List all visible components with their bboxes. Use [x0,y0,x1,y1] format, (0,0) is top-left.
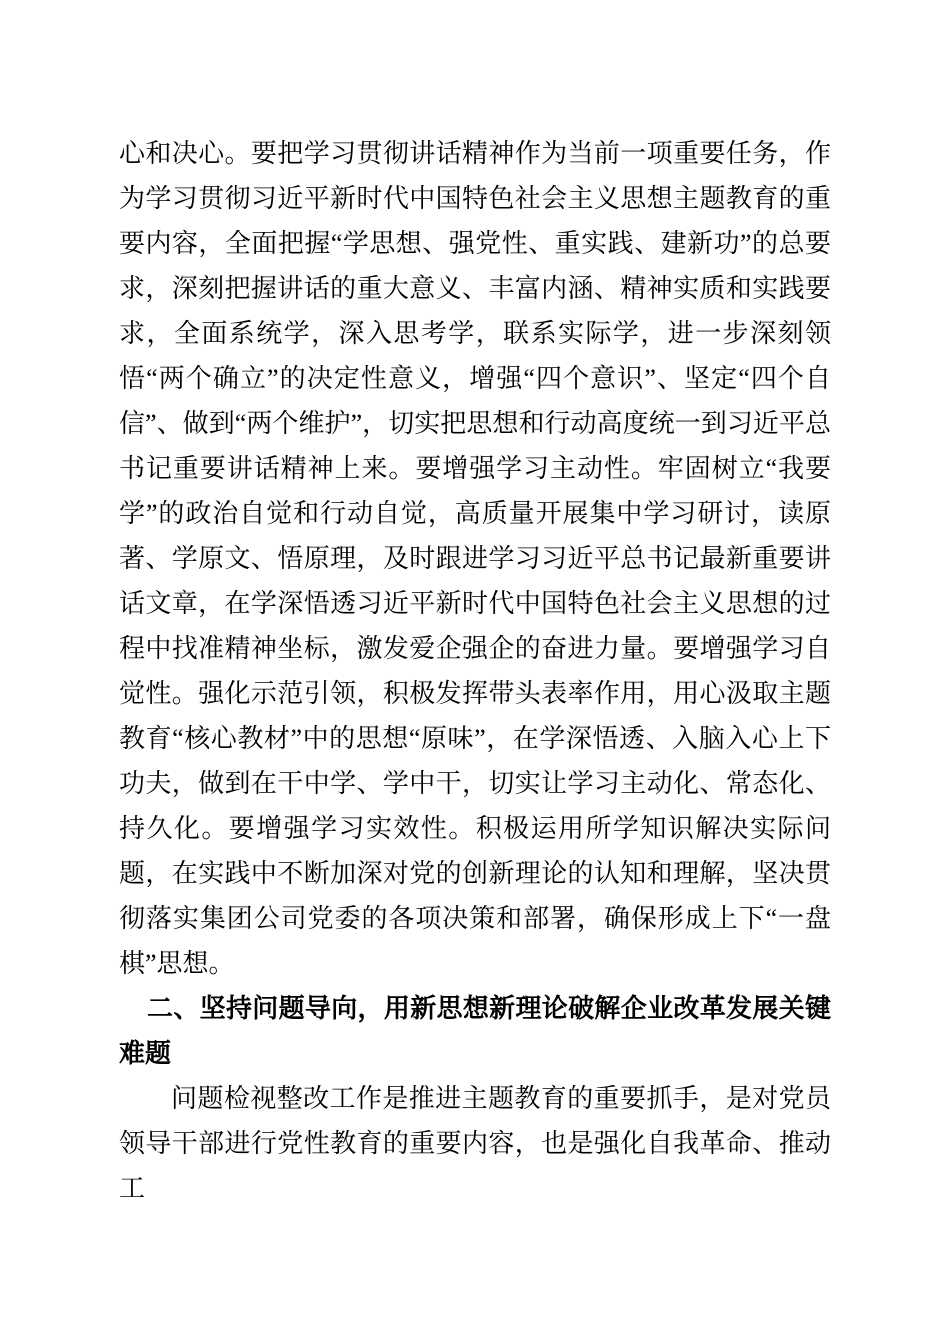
paragraph-continuation: 心和决心。要把学习贯彻讲话精神作为当前一项重要任务，作为学习贯彻习近平新时代中国特色社会主义思想主题教育的重要内容，全面把握“学思想、强党性、重实践、建新功”的总要求，深刻把握讲话的重大意义、丰富内涵、精神实质和实践要求，全面系统学，深入思考学，联系实际学，进一步深刻领悟“两个确立”的决定性意义，增强“四个意识”、坚定“四个自信”、做到“两个维护”，切实把思想和行动高度统一到习近平总书记重要讲话精神上来。要增强学习主动性。牢固树立“我要学”的政治自觉和行动自觉，高质量开展集中学习研讨，读原著、学原文、悟原理，及时跟进学习习近平总书记最新重要讲话文章，在学深悟透习近平新时代中国特色社会主义思想的过程中找准精神坐标，激发爱企强企的奋进力量。要增强学习自觉性。强化示范引领，积极发挥带头表率作用，用心汲取主题教育“核心教材”中的思想“原味”，在学深悟透、入脑入心上下功夫，做到在干中学、学中干，切实让学习主动化、常态化、持久化。要增强学习实效性。积极运用所学知识解决实际问题，在实践中不断加深对党的创新理论的认知和理解，坚决贯彻落实集团公司党委的各项决策和部署，确保形成上下“一盘棋”思想。 [119,139,831,978]
section-heading: 二、坚持问题导向，用新思想新理论破解企业改革发展关键难题 [119,993,831,1068]
document-body [119,131,831,1211]
paragraph-body: 问题检视整改工作是推进主题教育的重要抓手，是对党员领导干部进行党性教育的重要内容，也是强化自我革命、推动工 [119,1084,831,1203]
